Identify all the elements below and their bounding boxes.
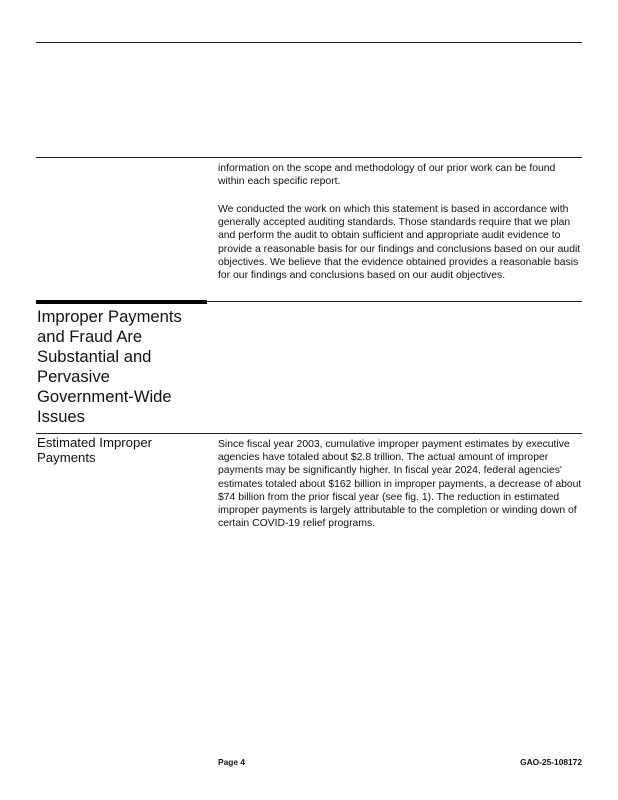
- page-number: Page 4: [218, 757, 246, 767]
- body-paragraph-scope: information on the scope and methodology of our prior work can be found within each specific report.: [218, 163, 556, 188]
- report-id: GAO-25-108172: [520, 757, 582, 767]
- section-rule: [207, 301, 582, 302]
- body-paragraph-standards: We conducted the work on which this statement is based in accordance with generally accepted auditing standards. Those standards require that we plan and perform the audit to obtain sufficient and appropriate audit evidence to provide a reasonable basis for our findings and conclusions based on our audit objectives. We believe that the evidence obtained provides a reasonable basis for our findings and conclusions based on our audit objectives.: [218, 204, 581, 282]
- section-heading-bar: [36, 300, 207, 304]
- top-rule: [36, 42, 582, 43]
- section-heading: Improper Payments and Fraud Are Substantial and Pervasive Government-Wide Issues: [37, 307, 182, 426]
- body-paragraph-estimates: Since fiscal year 2003, cumulative improper payment estimates by executive agencies have totaled about $2.8 trillion. The actual amount of improper payments may be significantly higher. In fiscal year 2024, federal agencies' estimates totaled about $162 billion in improper payments, a decrease of about $74 billion from the prior fiscal year (see fig. 1). The reduction in estimated improper payments is largely attributable to the completion or winding down of certain COVID-19 relief programs.: [218, 439, 582, 530]
- section-divider: [36, 157, 582, 158]
- subsection-rule: [36, 433, 582, 434]
- subsection-heading: Estimated Improper Payments: [37, 435, 153, 466]
